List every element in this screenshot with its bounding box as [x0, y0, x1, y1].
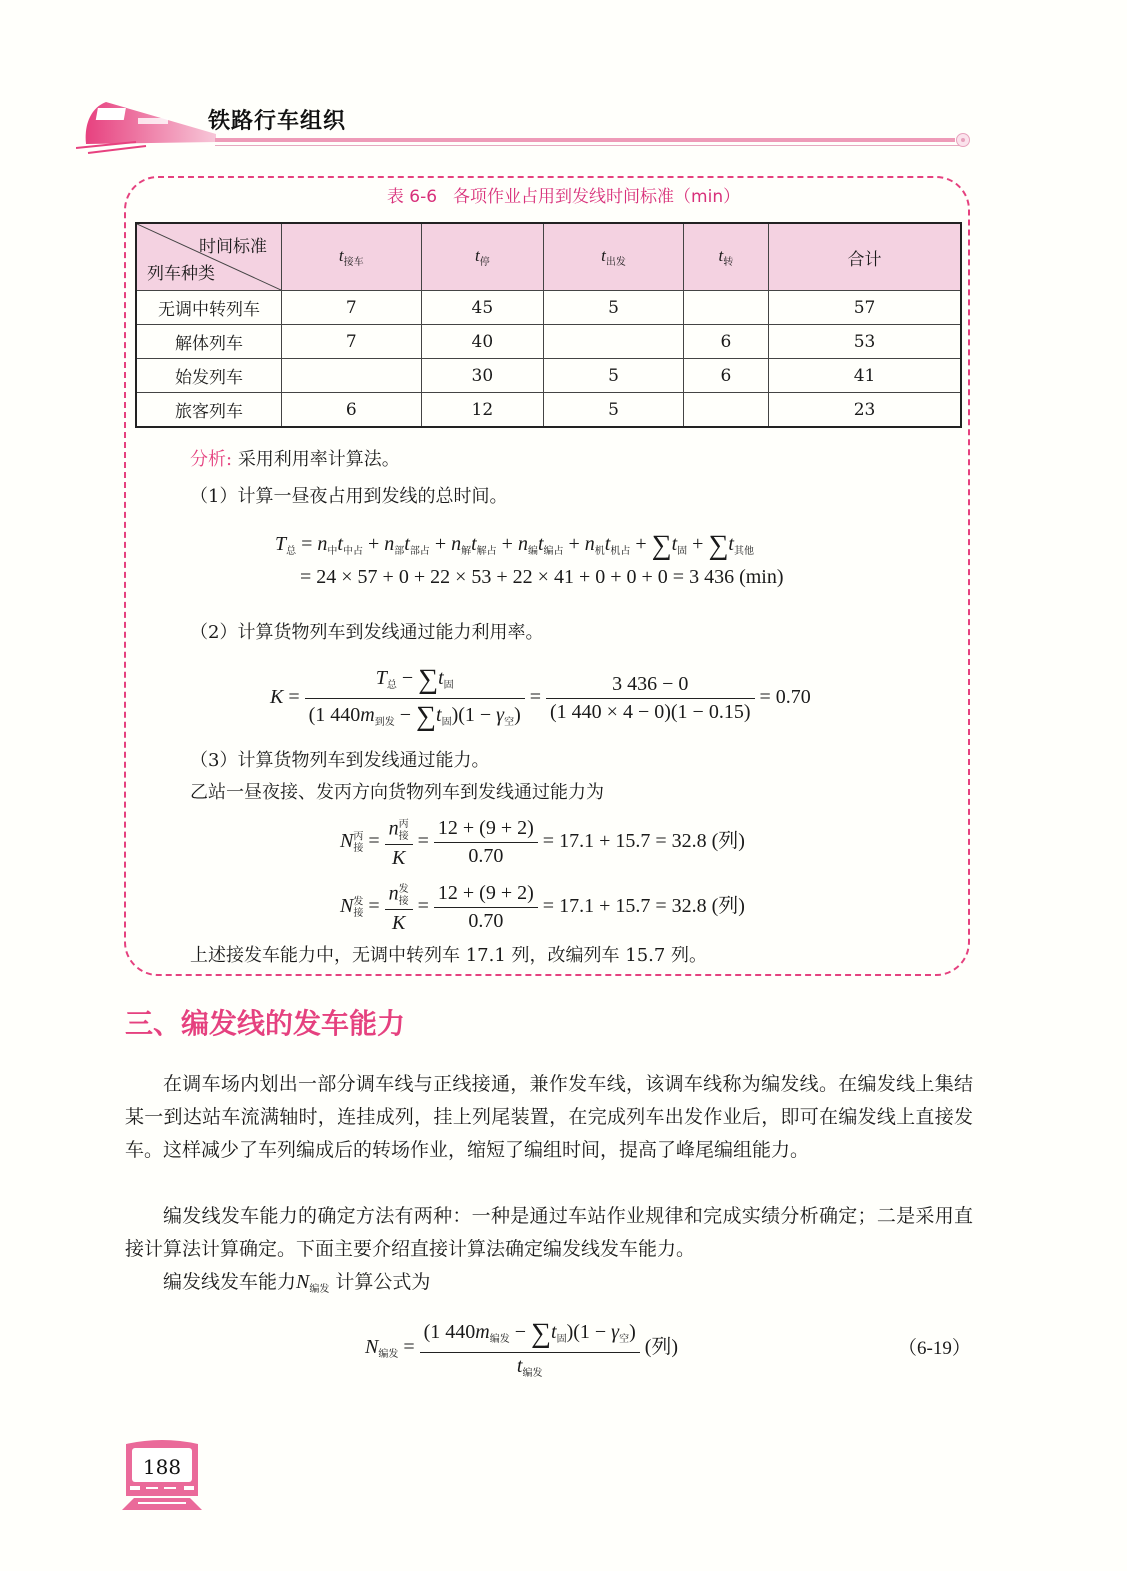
table-cell: 57	[769, 291, 961, 325]
table-cell: 30	[421, 359, 544, 393]
section-heading: 三、编发线的发车能力	[125, 1007, 406, 1040]
header-dot-icon	[956, 133, 970, 147]
table-title: 各项作业占用到发线时间标准（min）	[453, 187, 741, 207]
col-header-t-jieche: $t_{接车}$	[282, 223, 422, 291]
analysis-line	[190, 447, 400, 473]
paragraph-2: 编发线发车能力的确定方法有两种：一种是通过车站作业规律和完成实绩分析确定；二是采用直接计算法计算确定。下面主要介绍直接计算法确定编发线发车能力。	[125, 1205, 973, 1260]
table-cell: 6	[683, 359, 768, 393]
row-label: 无调中转列车	[136, 291, 282, 325]
table-cell	[683, 393, 768, 428]
formula-6-19: $N_{编发}$ = $\frac{(1 440m_{编发} - \sum t_固)(1 - \gamma_空)}{t_{编发}}$ (列)	[365, 1318, 679, 1379]
header-rule-thin	[215, 145, 960, 146]
conclusion: 上述接发车能力中，无调中转列车 17.1 列，改编列车 15.7 列。	[190, 945, 708, 966]
table-row	[136, 359, 961, 393]
step-3-intro: 乙站一昼夜接、发丙方向货物列车到发线通过能力为	[190, 782, 604, 803]
row-label: 始发列车	[136, 359, 282, 393]
k-result: = 0.70	[759, 686, 811, 709]
table-cell	[683, 291, 768, 325]
table-cell: 41	[769, 359, 961, 393]
equation-utilization: K = $\frac{T_总 - \sum t_固}{(1 440m_{到发} - \sum t_固)(1 - \gamma_空)}$ = $\frac{3 436 - 0}{(1 440 \times 4 - 0)(1 - 0.15)}$ = 0.70	[270, 664, 811, 732]
train-icon	[76, 96, 226, 154]
table-cell	[544, 325, 684, 359]
table-cell: 5	[544, 291, 684, 325]
table-cell: 5	[544, 393, 684, 428]
formula-unit: (列)	[644, 1336, 679, 1359]
step-1: （1）计算一昼夜占用到发线的总时间。	[190, 486, 508, 507]
corner-header	[136, 223, 282, 291]
paragraph-1: 在调车场内划出一部分调车线与正线接通，兼作发车线，该调车线称为编发线。在编发线上集结某一到达站车流满轴时，连挂成列，挂上列尾装置，在完成列车出发作业后，即可在编发线上直接发车。这样减少了车列编成后的转场作业，缩短了编组时间，提高了峰尾编组能力。	[125, 1073, 973, 1161]
col-header-t-zhuan: $t_转$	[683, 223, 768, 291]
page-number: 188	[142, 1455, 182, 1479]
table-cell: 23	[769, 393, 961, 428]
equation-capacity-fa: $N^发_接$ = $\frac{n^发_接}{K}$ = $\frac{12 + (9 + 2)}{0.70}$ = 17.1 + 15.7 = 32.8 (列)	[340, 881, 745, 934]
row-label: 旅客列车	[136, 393, 282, 428]
equation-total-time-value: = 24 × 57 + 0 + 22 × 53 + 22 × 41 + 0 + 0 + 0 = 3 436 (min)	[300, 566, 784, 588]
equation-capacity-bing: $N^丙_接$ = $\frac{n^丙_接}{K}$ = $\frac{12 + (9 + 2)}{0.70}$ = 17.1 + 15.7 = 32.8 (列)	[340, 816, 745, 869]
fraction-k-symbolic: $\frac{T_总 - \sum t_固}{(1 440m_{到发} - \sum t_固)(1 - \gamma_空)}$	[305, 664, 525, 733]
time-standard-table	[135, 222, 962, 428]
table-cell: 45	[421, 291, 544, 325]
table-cell: 6	[282, 393, 422, 428]
table-cell: 40	[421, 325, 544, 359]
book-title: 铁路行车组织	[208, 109, 347, 134]
table-row	[136, 291, 961, 325]
table-cell: 7	[282, 325, 422, 359]
table-cell: 53	[769, 325, 961, 359]
table-cell	[282, 359, 422, 393]
col-header-t-chufa: $t_{出发}$	[544, 223, 684, 291]
table-header-row	[136, 223, 961, 291]
step-2: （2）计算货物列车到发线通过能力利用率。	[190, 622, 544, 643]
table-cell: 12	[421, 393, 544, 428]
corner-top-label: 时间标准	[199, 237, 267, 257]
table-caption	[0, 182, 1127, 207]
equation-total-time: $T_总 = n_中t_{中占} + n_部t_{部占} + n_解t_{解占} + n_编t_{编占} + n_机t_{机占} + \sum t_固 + \sum t_{其他}$	[275, 530, 754, 561]
corner-bottom-label: 列车种类	[147, 264, 215, 284]
table-cell: 6	[683, 325, 768, 359]
table-row	[136, 325, 961, 359]
table-row	[136, 393, 961, 428]
row-label: 解体列车	[136, 325, 282, 359]
formula-number: （6-19）	[898, 1338, 971, 1359]
step-3: （3）计算货物列车到发线通过能力。	[190, 750, 490, 771]
analysis-label: 分析:	[190, 449, 233, 470]
col-header-t-ting: $t_停$	[421, 223, 544, 291]
analysis-method: 采用利用率计算法。	[237, 449, 400, 470]
paragraph-3: 编发线发车能力$N_{编发}$ 计算公式为	[163, 1271, 431, 1295]
header-rule	[215, 138, 955, 142]
table-cell: 7	[282, 291, 422, 325]
col-header-total: 合计	[769, 223, 961, 291]
table-number: 表 6-6	[386, 187, 438, 207]
table-cell: 5	[544, 359, 684, 393]
fraction-k-numeric: $\frac{3 436 - 0}{(1 440 \times 4 - 0)(1 - 0.15)}$	[546, 673, 754, 724]
